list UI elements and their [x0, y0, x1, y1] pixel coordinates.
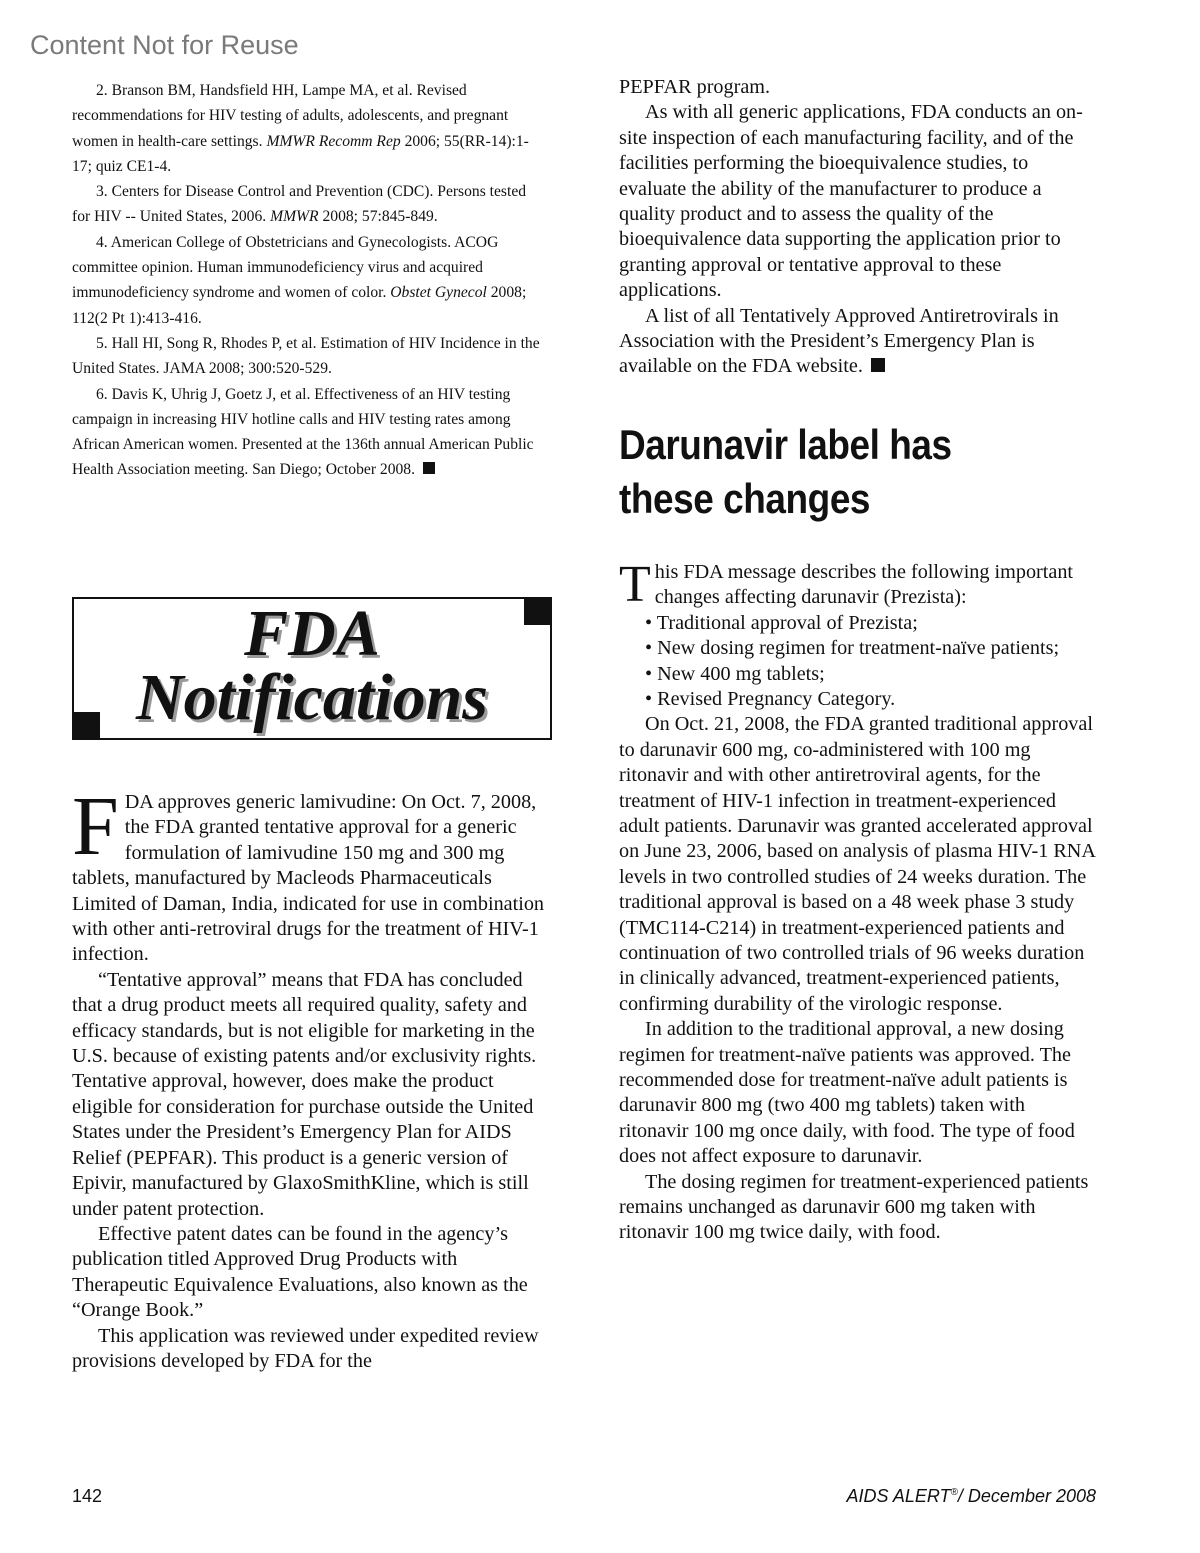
- end-of-article-mark: [423, 462, 435, 474]
- article-paragraph: PEPFAR program.: [619, 76, 771, 98]
- bullet-item: • New dosing regimen for treatment-naïve patients;: [645, 637, 1060, 660]
- article-paragraph: This application was reviewed under expedited review provisions developed by FDA for the: [72, 1324, 539, 1372]
- bullet-item: • New 400 mg tablets;: [645, 662, 825, 685]
- reference-item: 2. Branson BM, Handsfield HH, Lampe MA, et al. Revised recommendations for HIV testing of adults, adolescents, and pregnant women in health-care settings. MMWR Recomm Rep 2006; 55(RR-14):1-17; quiz CE1-4.: [72, 82, 529, 175]
- watermark: Content Not for Reuse: [30, 30, 299, 60]
- reference-item: 4. American College of Obstetricians and Gynecologists. ACOG committee opinion. Human immunodeficiency virus and acquired immunodeficiency syndrome and women of color. Obstet Gynecol 2008; 112(2 Pt 1):413-416.: [72, 233, 527, 327]
- article-paragraph: The dosing regimen for treatment-experienced patients remains unchanged as darunavir 600 mg taken with ritonavir 100 mg twice daily, with food.: [619, 1170, 1089, 1244]
- fda-notifications-banner: [72, 597, 552, 740]
- end-of-article-mark: [871, 358, 885, 372]
- article-paragraph: FDA approves generic lamivudine: On Oct. 7, 2008, the FDA granted tentative approval for a generic formulation of lamivudine 150 mg and 300 mg tablets, manufactured by Macleods Pharmaceuticals Limited of Daman, India, indicated for use in combination with other anti-retroviral drugs for the treatment of HIV-1 infection.: [72, 780, 545, 966]
- article-paragraph: This FDA message describes the following important changes affecting darunavir (Prezista):: [619, 555, 1074, 613]
- publication-footer: AIDS ALERT®/ December 2008: [846, 1486, 1096, 1506]
- darunavir-article: [619, 418, 1099, 1246]
- drop-cap: T: [619, 555, 651, 613]
- drop-cap: F: [72, 780, 119, 873]
- article-paragraph: In addition to the traditional approval, a new dosing regimen for treatment-naïve patients was approved. The recommended dose for treatment-naïve adult patients is darunavir 800 mg (two 400 mg tablets) taken with ritonavir 100 mg once daily, with food. The type of food does not affect exposure to darunavir.: [619, 1018, 1075, 1168]
- article-paragraph: A list of all Tentatively Approved Antiretrovirals in Association with the President’s Emergency Plan is available on the FDA website.: [619, 304, 1059, 378]
- page-number: 142: [72, 1486, 103, 1506]
- fda-lamivudine-article: [72, 780, 548, 1374]
- article-paragraph: Effective patent dates can be found in the agency’s publication titled Approved Drug Products with Therapeutic Equivalence Evaluations, also known as the “Orange Book.”: [72, 1222, 528, 1322]
- banner-title-line1: FDA: [244, 597, 380, 670]
- bullet-item: • Traditional approval of Prezista;: [645, 611, 918, 634]
- right-column: [619, 75, 1099, 1246]
- article-paragraph: As with all generic applications, FDA conducts an on-site inspection of each manufacturing facility, and of the facilities performing the bioequivalence studies, to evaluate the ability of the manufacturer to produce a quality product and to assess the quality of the bioequivalence data supporting the application prior to granting approval or tentative approval to these applications.: [619, 101, 1083, 302]
- banner-title-line2: Notifications: [135, 661, 488, 734]
- article-headline: Darunavir label has these changes: [619, 420, 952, 522]
- reference-item: 3. Centers for Disease Control and Prevention (CDC). Persons tested for HIV -- United States, 2006. MMWR 2008; 57:845-849.: [72, 183, 527, 226]
- references-list: [72, 78, 548, 483]
- bullet-item: • Revised Pregnancy Category.: [645, 687, 896, 710]
- reference-item: 5. Hall HI, Song R, Rhodes P, et al. Estimation of HIV Incidence in the United States. JAMA 2008; 300:520-529.: [72, 334, 540, 378]
- reference-item: 6. Davis K, Uhrig J, Goetz J, et al. Effectiveness of an HIV testing campaign in increasing HIV hotline calls and HIV testing rates among African American women. Presented at the 136th annual American Public Health Association meeting. San Diego; October 2008.: [72, 385, 534, 479]
- article-paragraph: “Tentative approval” means that FDA has concluded that a drug product meets all required quality, safety and efficacy standards, but is not eligible for marketing in the U.S. because of existing patents and/or exclusivity rights. Tentative approval, however, does make the product eligible for consideration for purchase outside the United States under the President’s Emergency Plan for AIDS Relief (PEPFAR). This product is a generic version of Epivir, manufactured by GlaxoSmithKline, which is still under patent protection.: [72, 968, 537, 1220]
- article-paragraph: On Oct. 21, 2008, the FDA granted traditional approval to darunavir 600 mg, co-administered with 100 mg ritonavir and with other antiretroviral agents, for the treatment of HIV-1 infection in treatment-experienced adult patients. Darunavir was granted accelerated approval on June 23, 2006, based on analysis of plasma HIV-1 RNA levels in two controlled studies of 24 weeks duration. The traditional approval is based on a 48 week phase 3 study (TMC114-C214) in treatment-experienced patients and continuation of two controlled trials of 96 weeks duration in clinically advanced, treatment-experienced patients, confirming durability of the virologic response.: [619, 713, 1095, 1015]
